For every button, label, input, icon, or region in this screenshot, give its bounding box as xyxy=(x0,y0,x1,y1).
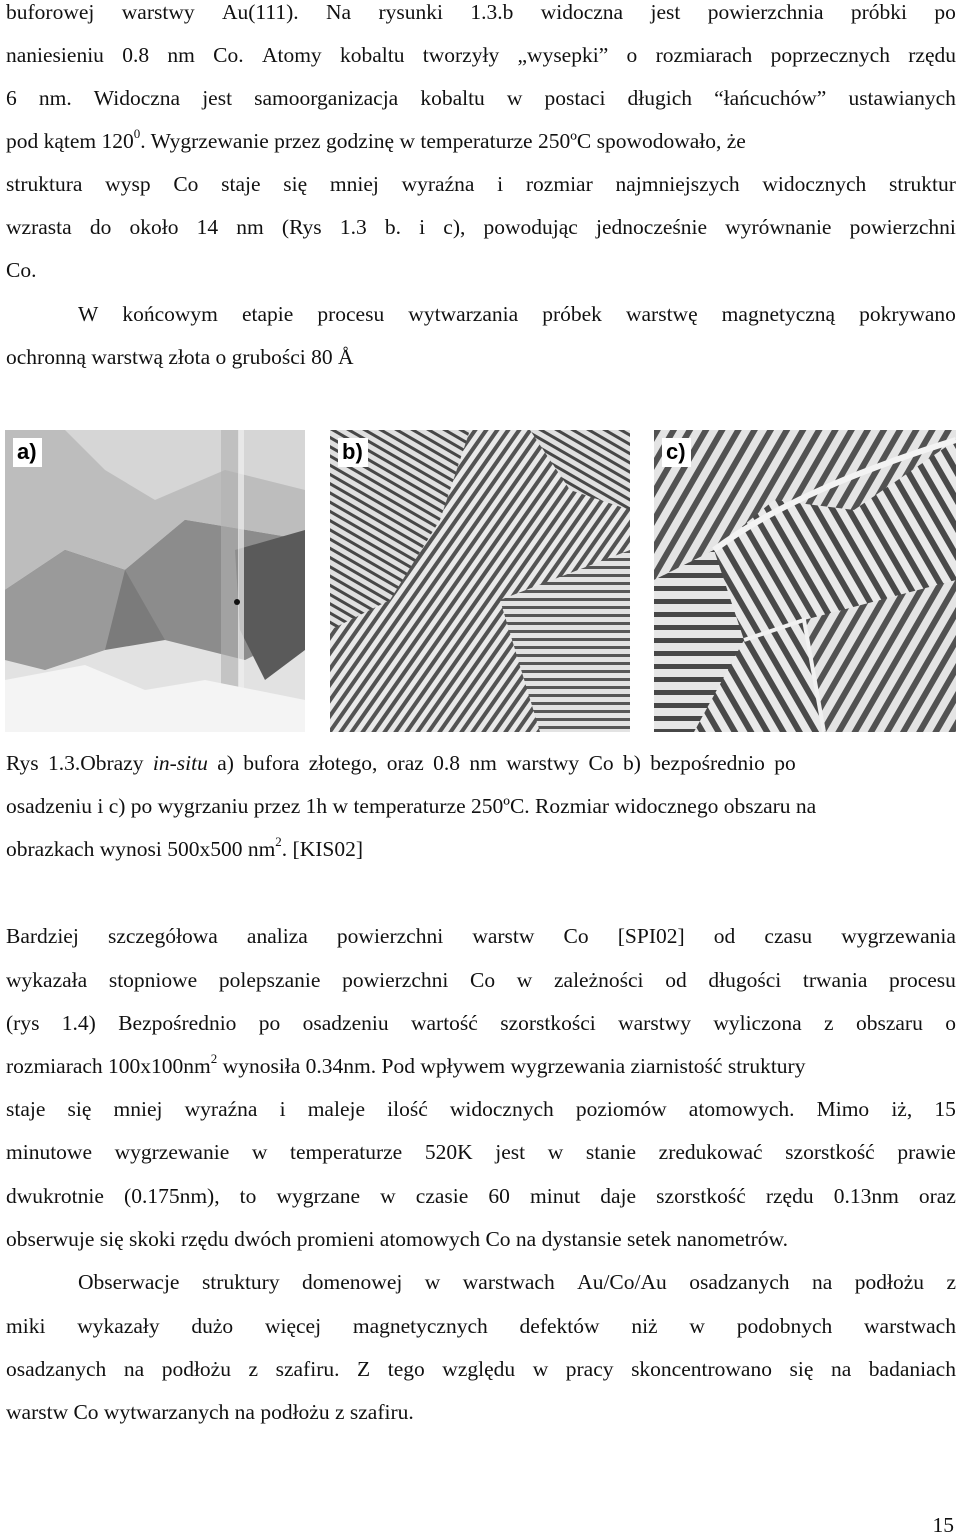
word: powodując xyxy=(483,215,578,239)
word: wygrzane xyxy=(276,1184,361,1208)
word: stanie xyxy=(585,1140,637,1164)
word: poziomów xyxy=(575,1097,667,1121)
word: podłożu xyxy=(854,1270,924,1294)
word: 1.3 xyxy=(339,215,367,239)
word: osadzeniu xyxy=(302,1011,389,1035)
stm-image-co-annealed xyxy=(654,430,956,732)
word: w xyxy=(380,1184,396,1208)
word: miki xyxy=(6,1314,46,1338)
text-segment: obrazkach wynosi 500x500 nm xyxy=(6,837,276,861)
text-line xyxy=(6,922,956,950)
word: około xyxy=(129,215,179,239)
word: osadzanych xyxy=(689,1270,790,1294)
word: „wysepki” xyxy=(517,43,609,67)
word: magnetycznych xyxy=(352,1314,488,1338)
word: Co xyxy=(563,924,589,948)
word: Widoczna xyxy=(93,86,181,110)
word: mniej xyxy=(113,1097,163,1121)
text-segment: . [KIS02] xyxy=(281,837,364,861)
word: wykazały xyxy=(77,1314,160,1338)
word: na xyxy=(811,1270,833,1294)
word: minut xyxy=(530,1184,581,1208)
text-line xyxy=(6,213,956,241)
word: się xyxy=(283,172,308,196)
word: struktury xyxy=(201,1270,280,1294)
text-segment: wynosiła 0.34nm. Pod wpływem wygrzewania ziarnistość struktury xyxy=(217,1054,806,1078)
word: pracy xyxy=(565,1357,614,1381)
word: jednocześnie xyxy=(596,215,708,239)
text-line: Co. xyxy=(6,258,37,282)
word: powierzchnia xyxy=(707,0,824,24)
word: pokrywano xyxy=(859,302,956,326)
word: postaci xyxy=(544,86,606,110)
word: wytwarzania xyxy=(408,302,519,326)
text-line xyxy=(6,1138,956,1166)
word: staje xyxy=(6,1097,46,1121)
word: wysp xyxy=(105,172,151,196)
word: struktur xyxy=(889,172,956,196)
word: niż xyxy=(631,1314,658,1338)
word: Obserwacje xyxy=(78,1270,180,1294)
word: względu xyxy=(442,1357,516,1381)
word: szorstkości xyxy=(500,1011,596,1035)
word: buforowej xyxy=(6,0,95,24)
word: 1.4) xyxy=(61,1011,96,1035)
word: widoczna xyxy=(540,0,624,24)
word: procesu xyxy=(317,302,385,326)
text-line: warstw Co wytwarzanych na podłożu z szafiru. xyxy=(6,1400,414,1424)
word: i xyxy=(279,1097,286,1121)
word: daje xyxy=(600,1184,637,1208)
word: w xyxy=(506,86,523,110)
word: rozmiarach xyxy=(655,43,753,67)
panel-label: b) xyxy=(338,438,368,467)
word: wyrównanie xyxy=(725,215,832,239)
word: ilość xyxy=(387,1097,428,1121)
word: końcowym xyxy=(122,302,218,326)
word: po xyxy=(258,1011,281,1035)
word: z xyxy=(824,1011,834,1035)
word: c), xyxy=(443,215,466,239)
text-line xyxy=(6,41,956,69)
text-line xyxy=(6,170,956,198)
word: czasie xyxy=(415,1184,469,1208)
word: etapie xyxy=(241,302,294,326)
word: (rys xyxy=(6,1011,40,1035)
word: 6 xyxy=(6,86,17,110)
word: podobnych xyxy=(736,1314,833,1338)
figure-panel-a xyxy=(5,430,305,732)
word: Atomy xyxy=(261,43,322,67)
word: w xyxy=(547,1140,564,1164)
text-segment: rozmiarach 100x100nm xyxy=(6,1054,211,1078)
word: staje xyxy=(221,172,261,196)
word: 0.8 xyxy=(122,43,150,67)
figure-panel-c xyxy=(654,430,956,732)
word: 0.13nm xyxy=(833,1184,899,1208)
word: szafiru. xyxy=(275,1357,340,1381)
word: obszaru xyxy=(855,1011,923,1035)
word: rzędu xyxy=(908,43,956,67)
text-line: obserwuje się skoki rzędu dwóch promieni atomowych Co na dystansie setek nanometrów. xyxy=(6,1227,788,1251)
word: kobaltu xyxy=(420,86,485,110)
page-number: 15 xyxy=(932,1513,954,1537)
word: badaniach xyxy=(868,1357,956,1381)
text-line xyxy=(6,84,956,112)
word: wygrzewanie xyxy=(114,1140,230,1164)
text-segment: Rys 1.3.Obrazy xyxy=(6,751,153,775)
word: 60 xyxy=(488,1184,510,1208)
word: stopniowe xyxy=(108,968,198,992)
word: dużo xyxy=(191,1314,234,1338)
word: iż, xyxy=(891,1097,913,1121)
word: z xyxy=(248,1357,259,1381)
word: temperaturze xyxy=(290,1140,403,1164)
word: i xyxy=(419,215,426,239)
word: Co xyxy=(470,968,496,992)
word: jest xyxy=(650,0,681,24)
text-line: ochronną warstwą złota o grubości 80 Å xyxy=(6,345,354,369)
word: maleje xyxy=(307,1097,366,1121)
word: poprzecznych xyxy=(770,43,890,67)
word: na xyxy=(830,1357,852,1381)
word: samoorganizacja xyxy=(254,86,399,110)
word: wyliczona xyxy=(713,1011,802,1035)
word: rzędu xyxy=(765,1184,814,1208)
word: się xyxy=(67,1097,92,1121)
word: dwukrotnie xyxy=(6,1184,104,1208)
word: (0.175nm), xyxy=(124,1184,220,1208)
word: w xyxy=(689,1314,705,1338)
word: “łańcuchów” xyxy=(714,86,827,110)
word: wartość xyxy=(410,1011,478,1035)
word: się xyxy=(789,1357,814,1381)
word: powierzchni xyxy=(849,215,956,239)
word: czasu xyxy=(764,924,813,948)
word: [SPI02] xyxy=(617,924,685,948)
word: wyraźna xyxy=(401,172,475,196)
word: w xyxy=(251,1140,268,1164)
text-line xyxy=(6,1095,956,1123)
superscript: 2 xyxy=(210,1050,218,1066)
word: w xyxy=(516,968,533,992)
word: i xyxy=(497,172,504,196)
word: mniej xyxy=(329,172,379,196)
word: oraz xyxy=(918,1184,956,1208)
word: warstwę xyxy=(625,302,698,326)
word: powierzchni xyxy=(336,924,444,948)
word: domenowej xyxy=(302,1270,403,1294)
word: od xyxy=(713,924,736,948)
figure-caption-line: osadzeniu i c) po wygrzaniu przez 1h w temperaturze 250ºC. Rozmiar widocznego obszaru na xyxy=(6,794,817,818)
word: szorstkość xyxy=(785,1140,875,1164)
word: 14 xyxy=(196,215,219,239)
word: tworzyły xyxy=(422,43,500,67)
word: warstwy xyxy=(618,1011,691,1035)
word: próbki xyxy=(850,0,908,24)
figure-panel-b xyxy=(330,430,630,732)
word: tego xyxy=(387,1357,425,1381)
word: wykazała xyxy=(6,968,88,992)
stm-image-gold-buffer xyxy=(5,430,305,732)
word: długości xyxy=(708,968,782,992)
figure-caption-line xyxy=(6,835,956,863)
word: Mimo xyxy=(816,1097,870,1121)
word: skoncentrowano xyxy=(631,1357,772,1381)
word: więcej xyxy=(264,1314,322,1338)
word: szorstkość xyxy=(656,1184,746,1208)
word: nm xyxy=(236,215,264,239)
word: nm. xyxy=(38,86,72,110)
word: struktura xyxy=(6,172,83,196)
text-segment: . Wygrzewanie przez godzinę w temperaturze 250ºC spowodowało, że xyxy=(140,129,746,153)
word: b. xyxy=(384,215,401,239)
word: próbek xyxy=(542,302,602,326)
text-segment: a) bufora złotego, oraz 0.8 nm warstwy Co b) bezpośrednio po xyxy=(207,751,796,775)
word: do xyxy=(89,215,112,239)
word: szczegółowa xyxy=(107,924,218,948)
word: ustawianych xyxy=(848,86,956,110)
word: polepszanie xyxy=(218,968,321,992)
word: o xyxy=(626,43,638,67)
word: widocznych xyxy=(762,172,867,196)
word: wygrzewania xyxy=(841,924,956,948)
text-line xyxy=(78,300,956,328)
word: rozmiar xyxy=(525,172,593,196)
word: Au/Co/Au xyxy=(577,1270,667,1294)
panel-label: c) xyxy=(662,438,691,467)
word: wzrasta xyxy=(6,215,72,239)
word: (Rys xyxy=(281,215,322,239)
word: Au(111). xyxy=(221,0,299,24)
word: to xyxy=(239,1184,257,1208)
word: Z xyxy=(357,1357,371,1381)
word: procesu xyxy=(889,968,956,992)
text-line xyxy=(6,1182,956,1210)
word: magnetyczną xyxy=(721,302,836,326)
word: prawie xyxy=(897,1140,956,1164)
word: powierzchni xyxy=(342,968,449,992)
word: Bezpośrednio xyxy=(118,1011,237,1035)
word: 15 xyxy=(934,1097,956,1121)
word: Na xyxy=(326,0,352,24)
text-line xyxy=(6,1355,956,1383)
text-line xyxy=(6,966,956,994)
word: atomowych. xyxy=(688,1097,795,1121)
stm-image-co-as-deposited xyxy=(330,430,630,732)
text-line xyxy=(6,1009,956,1037)
word: w xyxy=(532,1357,549,1381)
word: na xyxy=(123,1357,145,1381)
word: z xyxy=(946,1270,956,1294)
word: analiza xyxy=(246,924,308,948)
word: warstwy xyxy=(121,0,195,24)
word: od xyxy=(665,968,687,992)
word: defektów xyxy=(519,1314,600,1338)
word: Co. xyxy=(213,43,244,67)
italic-text: in-situ xyxy=(152,751,208,775)
word: Co xyxy=(173,172,199,196)
word: warstwach xyxy=(462,1270,555,1294)
superscript: 2 xyxy=(275,833,282,849)
text-line xyxy=(78,1268,956,1296)
word: rysunki xyxy=(378,0,443,24)
word: zredukować xyxy=(658,1140,763,1164)
figure-caption-line xyxy=(6,749,956,777)
word: warstwach xyxy=(864,1314,956,1338)
word: W xyxy=(78,302,99,326)
text-line xyxy=(6,1312,956,1340)
word: wyraźna xyxy=(184,1097,258,1121)
text-segment: pod kątem 120 xyxy=(6,129,134,153)
word: nm xyxy=(167,43,195,67)
word: kobaltu xyxy=(339,43,405,67)
word: Bardziej xyxy=(6,924,79,948)
word: najmniejszych xyxy=(615,172,740,196)
word: jest xyxy=(202,86,233,110)
word: 1.3.b xyxy=(470,0,514,24)
word: zależności xyxy=(553,968,644,992)
word: osadzanych xyxy=(6,1357,107,1381)
panel-label: a) xyxy=(13,438,42,467)
word: warstw xyxy=(472,924,535,948)
word: 520K xyxy=(424,1140,473,1164)
word: minutowe xyxy=(6,1140,92,1164)
word: podłożu xyxy=(161,1357,231,1381)
word: długich xyxy=(627,86,693,110)
word: trwania xyxy=(802,968,868,992)
word: naniesieniu xyxy=(6,43,104,67)
word: widocznych xyxy=(449,1097,554,1121)
word: o xyxy=(945,1011,956,1035)
word: w xyxy=(424,1270,441,1294)
text-line xyxy=(6,127,956,155)
text-line xyxy=(6,1052,956,1080)
word: po xyxy=(934,0,956,24)
word: jest xyxy=(495,1140,526,1164)
superscript: 0 xyxy=(133,125,141,141)
text-line xyxy=(6,0,956,26)
